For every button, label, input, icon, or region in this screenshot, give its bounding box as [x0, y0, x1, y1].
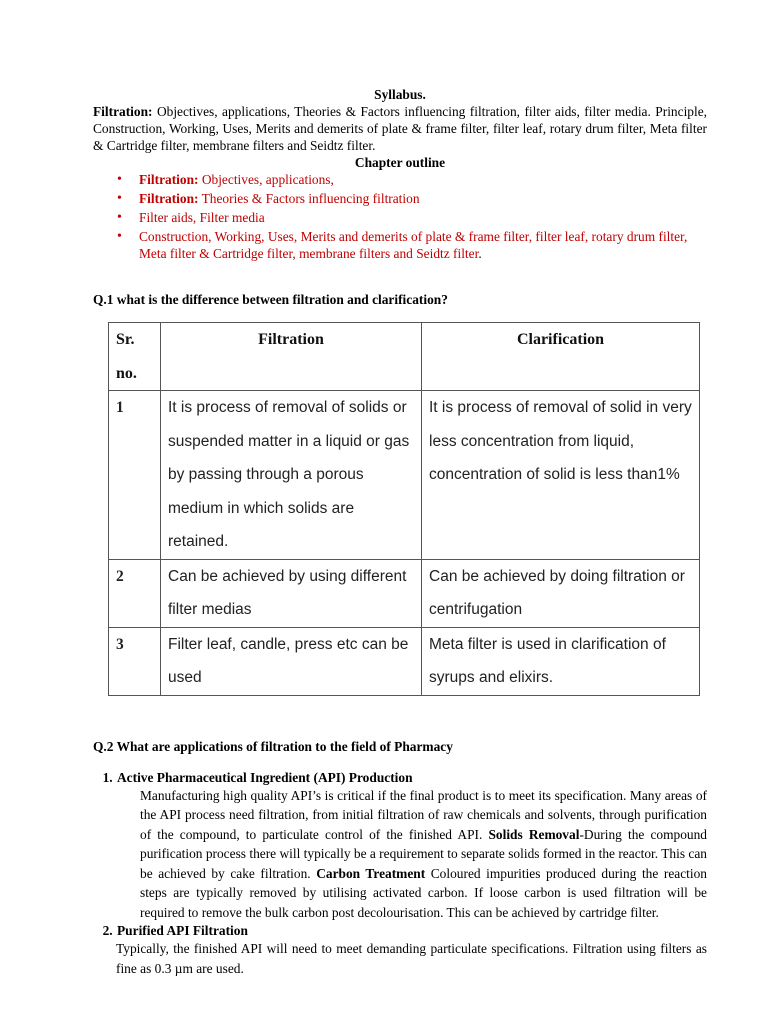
row-filtration-cell: It is process of removal of solids or suspended matter in a liquid or gas by passing through a porous medium in which solids are retained.: [161, 391, 422, 560]
table-row: [109, 627, 700, 695]
application-paragraph: Typically, the finished API will need to meet demanding particulate specifications. Filtration using filters as fine as 0.3 µm are used.: [116, 941, 707, 976]
row-filtration-cell: Filter leaf, candle, press etc can be used: [161, 627, 422, 695]
applications-list: [93, 769, 707, 979]
outline-item: [139, 171, 707, 188]
syllabus-heading: Syllabus.: [374, 87, 426, 102]
table-row: [109, 559, 700, 627]
row-number: 1: [109, 391, 161, 560]
paragraph-text: Coloured impurities produced during the reaction steps are typically removed by utilising activated carbon. If loose carbon is used filtration will be required to remove the bulk carbon post decolourisation. This can be achieved by cartridge filter.: [140, 865, 707, 920]
header-sr-no: Sr. no.: [109, 323, 161, 391]
outline-item-text: Filter aids, Filter media: [139, 210, 265, 225]
header-filtration: Filtration: [161, 323, 422, 391]
row-clarification-cell: Can be achieved by doing filtration or centrifugation: [422, 559, 700, 627]
outline-item: [139, 228, 707, 262]
outline-item: [139, 209, 707, 226]
document-page: [93, 86, 707, 978]
paragraph-text: -During the compound purification process there will typically be a requirement to separate solids formed in the reactor. This can be achieved by cake filtration.: [140, 826, 707, 881]
syllabus-lead: Filtration:: [93, 104, 153, 119]
row-number: 3: [109, 627, 161, 695]
paragraph-text: Manufacturing high quality API’s is critical if the final product is to meet its specification. Many areas of the API process need filtration, from initial filtration of raw chemicals and solvents, through purification of the compound, to particulate control of the finished API.: [140, 787, 707, 842]
paragraph-bold: Solids Removal: [488, 826, 580, 842]
syllabus-body: Objectives, applications, Theories & Factors influencing filtration, filter aids, filter media. Principle, Construction, Working, Uses, Merits and demerits of plate & frame filter, filter leaf, rotary drum filter, Meta filter & Cartridge filter, membrane filters and Seidtz filter.: [93, 104, 707, 153]
outline-item-lead: Filtration:: [139, 191, 199, 206]
outline-item-text: Objectives, applications,: [198, 172, 334, 187]
chapter-outline-list: [93, 171, 707, 262]
outline-item-lead: Filtration:: [139, 172, 199, 187]
outline-item-text: Theories & Factors influencing filtration: [198, 191, 420, 206]
paragraph-bold: Carbon Treatment: [316, 865, 426, 881]
header-clarification: Clarification: [422, 323, 700, 391]
application-title: 2. Purified API Filtration: [117, 923, 248, 938]
chapter-outline-heading: Chapter outline: [354, 155, 446, 170]
outline-item: [139, 190, 707, 207]
row-number: 2: [109, 559, 161, 627]
outline-item-text: Construction, Working, Uses, Merits and demerits of plate & frame filter, filter leaf, rotary drum filter, Meta filter & Cartridge filter, membrane filters and Seidtz filter: [139, 229, 688, 261]
row-filtration-cell: Can be achieved by using different filter medias: [161, 559, 422, 627]
application-title: 1. Active Pharmaceutical Ingredient (API) Production: [117, 769, 413, 785]
syllabus-text: [93, 103, 707, 154]
row-clarification-cell: It is process of removal of solid in very less concentration from liquid, concentration of solid is less than1%: [422, 391, 700, 560]
table-header-row: [109, 323, 700, 391]
application-item: [116, 769, 707, 923]
table-row: [109, 391, 700, 560]
q1-title: Q.1 what is the difference between filtration and clarification?: [93, 292, 448, 307]
comparison-table: [108, 322, 700, 696]
row-clarification-cell: Meta filter is used in clarification of syrups and elixirs.: [422, 627, 700, 695]
q2-title: Q.2 What are applications of filtration to the field of Pharmacy: [93, 738, 453, 754]
outline-period: .: [478, 246, 482, 261]
application-item: [116, 922, 707, 978]
application-paragraph: [140, 786, 707, 923]
